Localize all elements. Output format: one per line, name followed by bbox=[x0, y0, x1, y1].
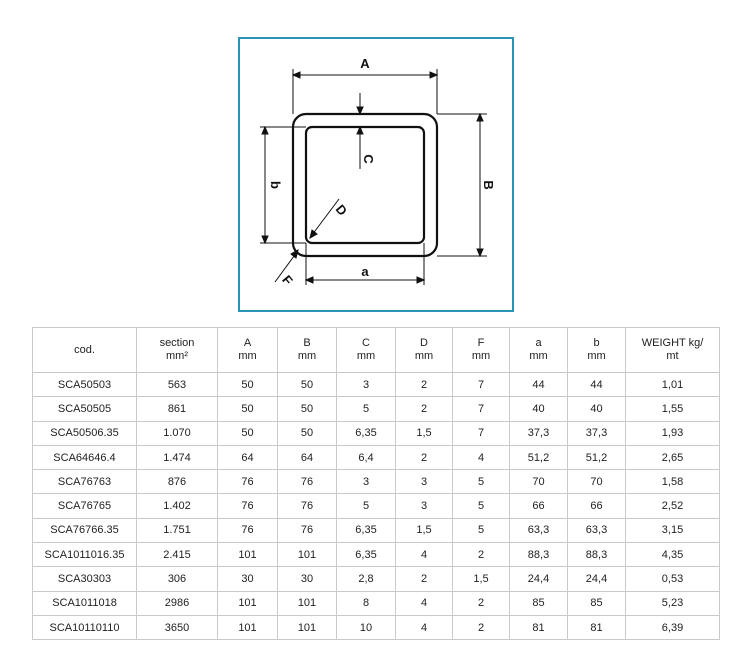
cell-weight: 6,39 bbox=[626, 615, 720, 639]
cell-A: 30 bbox=[218, 567, 278, 591]
header-C: C mm bbox=[337, 328, 396, 373]
cell-F: 4 bbox=[453, 445, 510, 469]
cell-F: 7 bbox=[453, 373, 510, 397]
cell-b: 51,2 bbox=[568, 445, 626, 469]
cell-A: 101 bbox=[218, 615, 278, 639]
header-B: B mm bbox=[278, 328, 337, 373]
table-row bbox=[33, 543, 720, 567]
cell-F: 2 bbox=[453, 591, 510, 615]
cell-cod: SCA50506.35 bbox=[33, 421, 137, 445]
cell-F: 7 bbox=[453, 421, 510, 445]
cell-D: 3 bbox=[396, 494, 453, 518]
cell-b: 70 bbox=[568, 470, 626, 494]
cell-A: 101 bbox=[218, 543, 278, 567]
cell-a: 66 bbox=[510, 494, 568, 518]
cell-B: 76 bbox=[278, 518, 337, 542]
label-F: F bbox=[279, 272, 296, 288]
cell-F: 1,5 bbox=[453, 567, 510, 591]
cell-A: 101 bbox=[218, 591, 278, 615]
dimension-B bbox=[437, 114, 487, 256]
cell-section: 1.402 bbox=[137, 494, 218, 518]
cell-cod: SCA64646.4 bbox=[33, 445, 137, 469]
cell-C: 6,4 bbox=[337, 445, 396, 469]
cell-section: 1.070 bbox=[137, 421, 218, 445]
table-row bbox=[33, 373, 720, 397]
cell-weight: 2,52 bbox=[626, 494, 720, 518]
table-row bbox=[33, 615, 720, 639]
cell-a: 40 bbox=[510, 397, 568, 421]
dimension-D bbox=[310, 199, 339, 238]
cell-D: 2 bbox=[396, 445, 453, 469]
label-C: C bbox=[361, 154, 376, 164]
cell-F: 5 bbox=[453, 470, 510, 494]
cell-D: 2 bbox=[396, 397, 453, 421]
cell-b: 63,3 bbox=[568, 518, 626, 542]
cell-weight: 1,01 bbox=[626, 373, 720, 397]
cell-D: 2 bbox=[396, 373, 453, 397]
table-row bbox=[33, 494, 720, 518]
cell-D: 2 bbox=[396, 567, 453, 591]
cell-F: 5 bbox=[453, 494, 510, 518]
cell-cod: SCA76765 bbox=[33, 494, 137, 518]
cell-B: 101 bbox=[278, 543, 337, 567]
cell-cod: SCA50505 bbox=[33, 397, 137, 421]
cell-a: 85 bbox=[510, 591, 568, 615]
cell-weight: 1,55 bbox=[626, 397, 720, 421]
cell-section: 2.415 bbox=[137, 543, 218, 567]
cell-section: 1.751 bbox=[137, 518, 218, 542]
cell-cod: SCA1011016.35 bbox=[33, 543, 137, 567]
cell-F: 5 bbox=[453, 518, 510, 542]
cell-B: 50 bbox=[278, 421, 337, 445]
cell-a: 70 bbox=[510, 470, 568, 494]
cell-section: 2986 bbox=[137, 591, 218, 615]
label-A: A bbox=[360, 56, 370, 71]
header-D: D mm bbox=[396, 328, 453, 373]
cell-a: 24,4 bbox=[510, 567, 568, 591]
cell-weight: 0,53 bbox=[626, 567, 720, 591]
square-tube-cross-section bbox=[240, 39, 512, 310]
cell-cod: SCA10110110 bbox=[33, 615, 137, 639]
cell-weight: 4,35 bbox=[626, 543, 720, 567]
table-row bbox=[33, 591, 720, 615]
cell-section: 1.474 bbox=[137, 445, 218, 469]
cell-a: 37,3 bbox=[510, 421, 568, 445]
cell-D: 3 bbox=[396, 470, 453, 494]
cell-F: 7 bbox=[453, 397, 510, 421]
cell-B: 76 bbox=[278, 494, 337, 518]
cell-B: 50 bbox=[278, 397, 337, 421]
cell-weight: 1,93 bbox=[626, 421, 720, 445]
cell-D: 4 bbox=[396, 591, 453, 615]
header-a: a mm bbox=[510, 328, 568, 373]
cell-section: 563 bbox=[137, 373, 218, 397]
cell-b: 88,3 bbox=[568, 543, 626, 567]
cell-section: 876 bbox=[137, 470, 218, 494]
cell-section: 861 bbox=[137, 397, 218, 421]
cell-C: 5 bbox=[337, 397, 396, 421]
cell-A: 50 bbox=[218, 373, 278, 397]
cell-C: 6,35 bbox=[337, 518, 396, 542]
cell-B: 30 bbox=[278, 567, 337, 591]
label-D: D bbox=[332, 201, 351, 219]
cell-D: 4 bbox=[396, 615, 453, 639]
cell-b: 40 bbox=[568, 397, 626, 421]
table-row bbox=[33, 421, 720, 445]
cell-F: 2 bbox=[453, 615, 510, 639]
cell-weight: 5,23 bbox=[626, 591, 720, 615]
header-cod: cod. bbox=[33, 328, 137, 373]
cell-C: 3 bbox=[337, 373, 396, 397]
cell-weight: 3,15 bbox=[626, 518, 720, 542]
specifications-table bbox=[32, 327, 720, 640]
cell-C: 2,8 bbox=[337, 567, 396, 591]
label-b: b bbox=[268, 181, 283, 189]
cell-C: 3 bbox=[337, 470, 396, 494]
cell-B: 76 bbox=[278, 470, 337, 494]
profile-diagram bbox=[238, 37, 514, 312]
cell-a: 44 bbox=[510, 373, 568, 397]
table-row bbox=[33, 518, 720, 542]
header-F: F mm bbox=[453, 328, 510, 373]
cell-D: 1,5 bbox=[396, 518, 453, 542]
header-section: section mm² bbox=[137, 328, 218, 373]
cell-b: 85 bbox=[568, 591, 626, 615]
cell-B: 64 bbox=[278, 445, 337, 469]
cell-cod: SCA30303 bbox=[33, 567, 137, 591]
cell-A: 76 bbox=[218, 470, 278, 494]
label-a: a bbox=[361, 264, 369, 279]
cell-weight: 1,58 bbox=[626, 470, 720, 494]
cell-a: 51,2 bbox=[510, 445, 568, 469]
cell-cod: SCA76763 bbox=[33, 470, 137, 494]
cell-C: 10 bbox=[337, 615, 396, 639]
table-row bbox=[33, 567, 720, 591]
cell-b: 66 bbox=[568, 494, 626, 518]
cell-D: 4 bbox=[396, 543, 453, 567]
cell-a: 63,3 bbox=[510, 518, 568, 542]
cell-cod: SCA76766.35 bbox=[33, 518, 137, 542]
cell-A: 64 bbox=[218, 445, 278, 469]
cell-cod: SCA1011018 bbox=[33, 591, 137, 615]
table-row bbox=[33, 397, 720, 421]
table-header-row bbox=[33, 328, 720, 373]
header-A: A mm bbox=[218, 328, 278, 373]
cell-a: 81 bbox=[510, 615, 568, 639]
cell-B: 50 bbox=[278, 373, 337, 397]
cell-a: 88,3 bbox=[510, 543, 568, 567]
cell-cod: SCA50503 bbox=[33, 373, 137, 397]
header-b: b mm bbox=[568, 328, 626, 373]
table-row bbox=[33, 470, 720, 494]
cell-B: 101 bbox=[278, 615, 337, 639]
cell-A: 50 bbox=[218, 421, 278, 445]
cell-section: 306 bbox=[137, 567, 218, 591]
cell-D: 1,5 bbox=[396, 421, 453, 445]
cell-A: 76 bbox=[218, 494, 278, 518]
cell-C: 5 bbox=[337, 494, 396, 518]
cell-b: 44 bbox=[568, 373, 626, 397]
cell-A: 76 bbox=[218, 518, 278, 542]
cell-A: 50 bbox=[218, 397, 278, 421]
table-row bbox=[33, 445, 720, 469]
dimension-A bbox=[293, 69, 437, 114]
inner-profile bbox=[306, 127, 424, 243]
cell-section: 3650 bbox=[137, 615, 218, 639]
cell-C: 6,35 bbox=[337, 421, 396, 445]
cell-C: 6,35 bbox=[337, 543, 396, 567]
label-B: B bbox=[481, 180, 496, 190]
cell-B: 101 bbox=[278, 591, 337, 615]
cell-F: 2 bbox=[453, 543, 510, 567]
cell-weight: 2,65 bbox=[626, 445, 720, 469]
cell-b: 24,4 bbox=[568, 567, 626, 591]
cell-b: 81 bbox=[568, 615, 626, 639]
cell-C: 8 bbox=[337, 591, 396, 615]
cell-b: 37,3 bbox=[568, 421, 626, 445]
header-weight: WEIGHT kg/ mt bbox=[626, 328, 720, 373]
